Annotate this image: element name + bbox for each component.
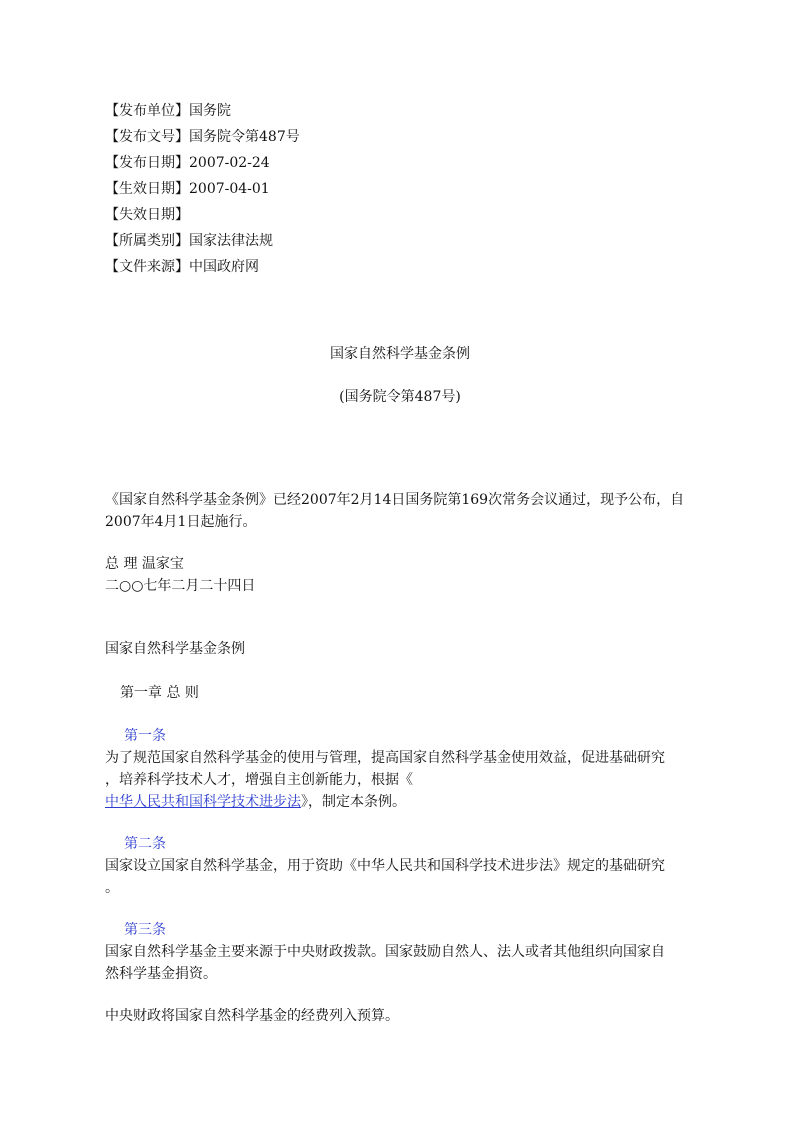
chapter-heading: 第一章 总 则 bbox=[120, 685, 199, 701]
meta-effective-date: 【生效日期】2007-04-01 bbox=[105, 181, 270, 197]
meta-doc-number: 【发布文号】国务院令第487号 bbox=[105, 129, 300, 145]
document-subtitle: (国务院令第487号) bbox=[339, 389, 461, 405]
meta-source: 【文件来源】中国政府网 bbox=[105, 259, 259, 275]
meta-issue-date: 【发布日期】2007-02-24 bbox=[105, 155, 270, 171]
metadata-block bbox=[105, 98, 300, 280]
promulgation-text: 《国家自然科学基金条例》已经2007年2月14日国务院第169次常务会议通过，现予公布，自2007年4月1日起施行。 bbox=[105, 492, 685, 530]
article-3-para-2: 中央财政将国家自然科学基金的经费列入预算。 bbox=[105, 1008, 399, 1024]
article-2-line-2: 。 bbox=[105, 880, 119, 896]
promulgation-date: 二○○七年二月二十四日 bbox=[105, 578, 256, 594]
meta-expiry-date: 【失效日期】 bbox=[105, 207, 189, 223]
law-link[interactable]: 中华人民共和国科学技术进步法 bbox=[105, 794, 301, 810]
article-2-line-1: 国家设立国家自然科学基金，用于资助《中华人民共和国科学技术进步法》规定的基础研究 bbox=[105, 858, 665, 874]
meta-category: 【所属类别】国家法律法规 bbox=[105, 233, 273, 249]
article-3-line-2: 然科学基金捐资。 bbox=[105, 966, 217, 982]
article-1-line-3-tail: 》，制定本条例。 bbox=[301, 794, 406, 810]
article-1-title: 第一条 bbox=[124, 728, 166, 744]
article-3-line-1: 国家自然科学基金主要来源于中央财政拨款。国家鼓励自然人、法人或者其他组织向国家自 bbox=[105, 944, 665, 960]
article-2-title: 第二条 bbox=[124, 836, 166, 852]
body-heading: 国家自然科学基金条例 bbox=[105, 641, 245, 657]
article-1-line-3 bbox=[105, 791, 705, 813]
article-1-line-1: 为了规范国家自然科学基金的使用与管理，提高国家自然科学基金使用效益，促进基础研究 bbox=[105, 750, 665, 766]
article-1-line-2: ，培养科学技术人才，增强自主创新能力，根据《 bbox=[105, 772, 413, 788]
document-title: 国家自然科学基金条例 bbox=[330, 346, 470, 362]
article-3-title: 第三条 bbox=[124, 922, 166, 938]
meta-issuer: 【发布单位】国务院 bbox=[105, 103, 231, 119]
promulgation-signer: 总 理 温家宝 bbox=[105, 556, 184, 572]
